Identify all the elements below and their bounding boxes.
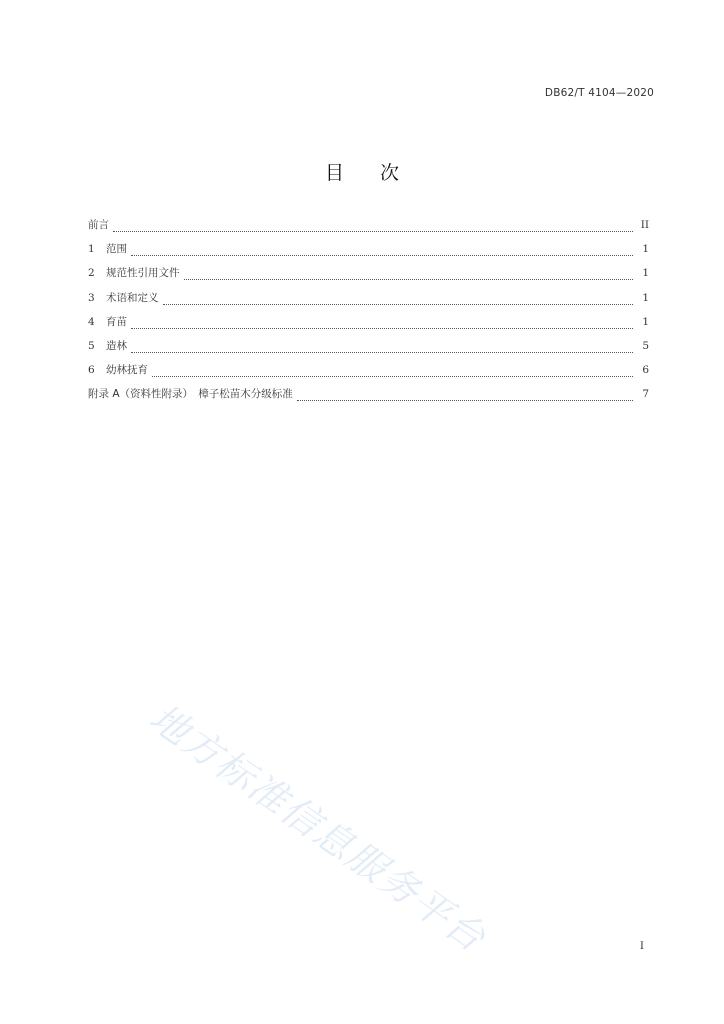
toc-entry-label: 前言 [88,219,109,231]
toc-entry-label: 规范性引用文件 [106,267,180,280]
standard-number: DB62/T 4104—2020 [544,87,654,99]
toc-leader-dots [131,255,633,256]
toc-entry-page: 1 [642,243,649,256]
toc-entry-page: II [640,219,649,231]
toc-entry-appendix-a[interactable] [88,387,649,411]
toc-leader-dots [131,328,633,329]
toc-leader-dots [131,352,633,353]
toc-entry-number: 6 [88,364,95,377]
toc-entry-number: 3 [88,291,95,304]
toc-entry-number: 1 [88,243,95,256]
toc-entry-label: 造林 [106,339,127,352]
toc-entry-page: 1 [642,291,649,304]
toc-entry-label: 育苗 [106,315,127,328]
toc-entry-page: 1 [642,267,649,280]
toc-entry-foreword[interactable] [88,218,649,242]
toc-entry-scope[interactable] [88,242,649,266]
toc-entry-number: 4 [88,315,95,328]
toc-entry-label: 范围 [106,243,127,256]
toc-entry-normative-references[interactable] [88,266,649,290]
toc-entry-page: 1 [642,315,649,328]
toc-entry-young-forest-tending[interactable] [88,363,649,387]
toc-entry-label: 幼林抚育 [106,364,148,377]
toc-entry-seedling-raising[interactable] [88,315,649,339]
toc-entry-terms-definitions[interactable] [88,291,649,315]
toc-entry-page: 7 [642,388,649,401]
toc-leader-dots [163,304,634,305]
toc-leader-dots [152,376,633,377]
toc-entry-number: 5 [88,339,95,352]
toc-entry-afforestation[interactable] [88,339,649,363]
toc-leader-dots [297,400,633,401]
page-title: 目次 [324,162,435,184]
toc-entry-page: 6 [642,364,649,377]
toc-entry-number: 2 [88,267,95,280]
toc-leader-dots [184,279,634,280]
toc-entry-label: 附录 A（资料性附录） 樟子松苗木分级标准 [88,388,293,401]
watermark: 地方标准信息服务平台 [141,695,495,961]
toc-entry-page: 5 [642,339,649,352]
toc-entry-label: 术语和定义 [106,291,159,304]
table-of-contents [88,218,649,412]
toc-leader-dots [113,231,633,232]
page-number: I [639,940,644,952]
